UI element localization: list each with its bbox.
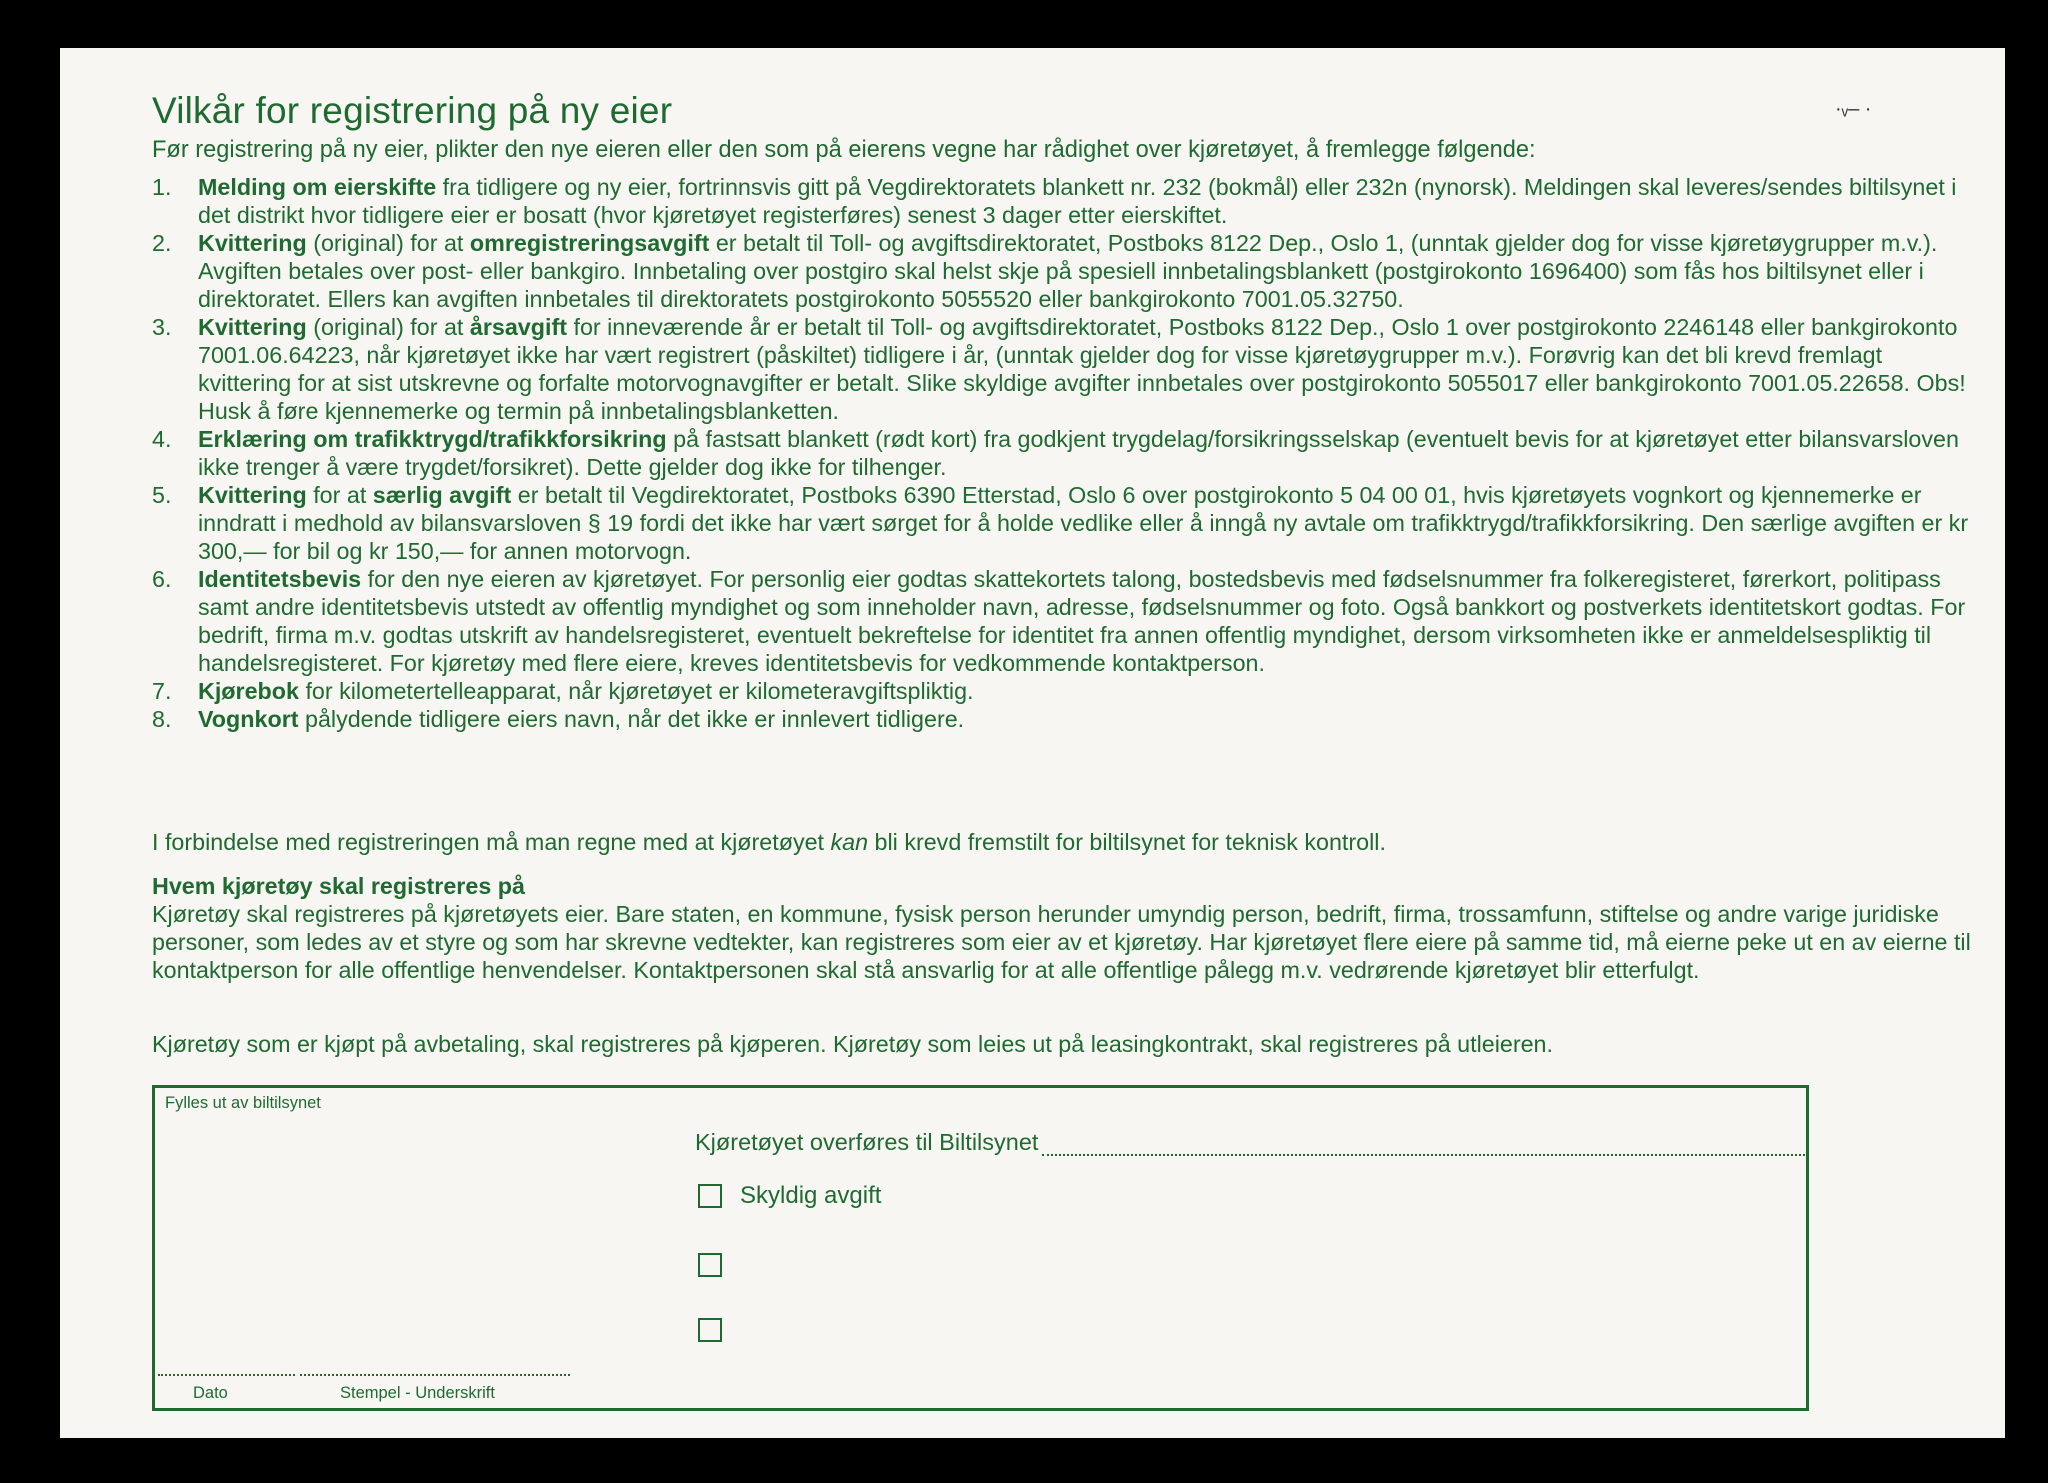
item-number: 1. [152,174,172,200]
list-item [152,229,1974,313]
section-heading: Hvem kjøretøy skal registreres på [152,873,525,899]
item-bold-term: Vognkort [198,706,299,732]
ink-mark: ·ᵥ– · [1835,98,1872,120]
list-item [152,313,1974,425]
inspection-note [152,828,1982,856]
item-text: på fastsatt blankett (rødt kort) fra godkjent trygdelag/forsikringsselskap (eventuelt bevis for at kjøretøyet etter bilansvarsloven ikke trenger å være trygdet/forsikret). Dette gjelder dog ikke for tilhenger. [198,426,1959,480]
item-number: 7. [152,678,172,704]
item-number: 5. [152,482,172,508]
item-text: (original) for at [306,314,470,340]
checkbox-row-owed-fee [698,1182,881,1210]
list-item [152,705,1974,733]
section-body: Kjøretøy skal registreres på kjøretøyets eier. Bare staten, en kommune, fysisk person herunder umyndig person, bedrift, firma, trossamfunn, stiftelse og andre varige juridiske personer, som ledes av et styre og som har skrevne vedtekter, kan registreres som eier av et kjøretøy. Har kjøretøyet flere eiere på samme tid, må eierne peke ut en av eierne til kontaktperson for alle offentlige henvendelser. Kontaktpersonen skal stå ansvarlig for at alle offentlige pålegg m.v. vedrørende kjøretøyet blir etterfulgt. [152,901,1971,983]
checkbox-row-blank-1 [698,1253,740,1277]
item-text: fra tidligere og ny eier, fortrinnsvis gitt på Vegdirektoratets blankett nr. 232 (bokmål) eller 232n (nynorsk). Meldingen skal leveres/sendes biltilsynet i det distrikt hvor tidligere eier er bosatt (hvor kjøretøyet registerføres) senest 3 dager etter eierskiftet. [198,174,1957,228]
item-number: 4. [152,426,172,452]
item-bold-term: Kvittering [198,314,307,340]
box-label: Fylles ut av biltilsynet [165,1094,321,1112]
note-text: bli krevd fremstilt for biltilsynet for teknisk kontroll. [868,829,1386,855]
note-emphasis: kan [830,829,869,855]
document-title: Vilkår for registrering på ny eier [152,90,673,131]
list-item [152,677,1974,705]
item-number: 6. [152,566,172,592]
item-bold-term: Kvittering [198,230,307,256]
official-use-box [152,1085,1809,1411]
item-text: for kilometertelleapparat, når kjøretøyet er kilometeravgiftspliktig. [298,678,974,704]
date-line[interactable] [158,1374,295,1376]
owed-fee-checkbox[interactable] [698,1184,722,1208]
intro-text: Før registrering på ny eier, plikter den nye eieren eller den som på eierens vegne har rådighet over kjøretøyet, å fremlegge følgende: [152,137,1536,163]
list-item [152,425,1974,481]
item-number: 2. [152,230,172,256]
stamp-signature-label: Stempel - Underskrift [340,1384,495,1402]
document-sheet [60,48,2005,1438]
transfer-label: Kjøretøyet overføres til Biltilsynet [695,1129,1039,1155]
transfer-field[interactable] [1042,1134,1805,1156]
blank-checkbox-2[interactable] [698,1318,722,1342]
item-bold-term: særlig avgift [372,482,512,508]
item-bold-term: Erklæring om trafikktrygd/trafikkforsikring [198,426,667,452]
item-text: for at [306,482,373,508]
item-text: er betalt til Toll- og avgiftsdirektoratet, Postboks 8122 Dep., Oslo 1, (unntak gjelder dog for visse kjøretøygrupper m.v.). Avgiften betales over post- eller bankgiro. Innbetaling over postgiro skal helst skje på spesiell innbetalingsblankett (postgirokonto 1696400) som fås hos biltilsynet eller i direktoratet. Ellers kan avgiften innbetales til direktoratets postgirokonto 5055520 eller bankgirokonto 7001.05.32750. [198,230,1938,312]
leasing-text: Kjøretøy som er kjøpt på avbetaling, skal registreres på kjøperen. Kjøretøy som leies ut på leasingkontrakt, skal registreres på utleieren. [152,1031,1553,1057]
list-item [152,565,1974,677]
transfer-row [695,1129,1805,1156]
item-bold-term: Kjørebok [198,678,299,704]
item-number: 3. [152,314,172,340]
note-text: I forbindelse med registreringen må man regne med at kjøretøyet [152,829,831,855]
item-text: for den nye eieren av kjøretøyet. For personlig eier godtas skattekortets talong, bostedsbevis med fødselsnummer fra folkeregisteret, førerkort, politipass samt andre identitetsbevis utstedt av offentlig myndighet og som inneholder navn, adresse, fødselsnummer og foto. Også bankkort og postverkets identitetskort godtas. For bedrift, firma m.v. godtas utskrift av handelsregisteret, eventuelt bekreftelse for identitet fra annen offentlig myndighet, dersom virksomheten ikke er anmeldelsespliktig til handelsregisteret. For kjøretøy med flere eiere, kreves identitetsbevis for vedkommende kontaktperson. [198,566,1966,676]
item-bold-term: årsavgift [469,314,567,340]
item-bold-term: omregistreringsavgift [469,230,710,256]
list-item [152,173,1974,229]
item-number: 8. [152,706,172,732]
requirements-list [152,173,1974,733]
blank-checkbox-1[interactable] [698,1253,722,1277]
item-bold-term: Kvittering [198,482,307,508]
item-bold-term: Identitetsbevis [198,566,362,592]
item-text: er betalt til Vegdirektoratet, Postboks 6390 Etterstad, Oslo 6 over postgirokonto 5 04 00 01, hvis kjøretøyets vognkort og kjennemerke er inndratt i medhold av bilansvarsloven § 19 fordi det ikke har vært sørget for å holde vedlike eller å inngå ny avtale om trafikktrygd/trafikkforsikring. Den særlige avgiften er kr 300,— for bil og kr 150,— for annen motorvogn. [198,482,1969,564]
stamp-signature-line[interactable] [300,1374,570,1376]
item-text: (original) for at [306,230,470,256]
date-label: Dato [193,1384,228,1402]
item-text: for inneværende år er betalt til Toll- og avgiftsdirektoratet, Postboks 8122 Dep., Oslo 1 over postgirokonto 2246148 eller bankgirokonto 7001.06.64223, når kjøretøyet ikke har vært registrert (påskiltet) tidligere i år, (unntak gjelder dog for visse kjøretøygrupper m.v.). Forøvrig kan det bli krevd fremlagt kvittering for at sist utskrevne og forfalte motorvognavgifter er betalt. Slike skyldige avgifter innbetales over postgirokonto 5055017 eller bankgirokonto 7001.05.22658. Obs! Husk å føre kjennemerke og termin på innbetalingsblanketten. [198,314,1966,424]
item-bold-term: Melding om eierskifte [198,174,437,200]
list-item [152,481,1974,565]
owed-fee-label: Skyldig avgift [740,1182,882,1209]
item-text: pålydende tidligere eiers navn, når det ikke er innlevert tidligere. [298,706,965,732]
checkbox-row-blank-2 [698,1318,740,1342]
